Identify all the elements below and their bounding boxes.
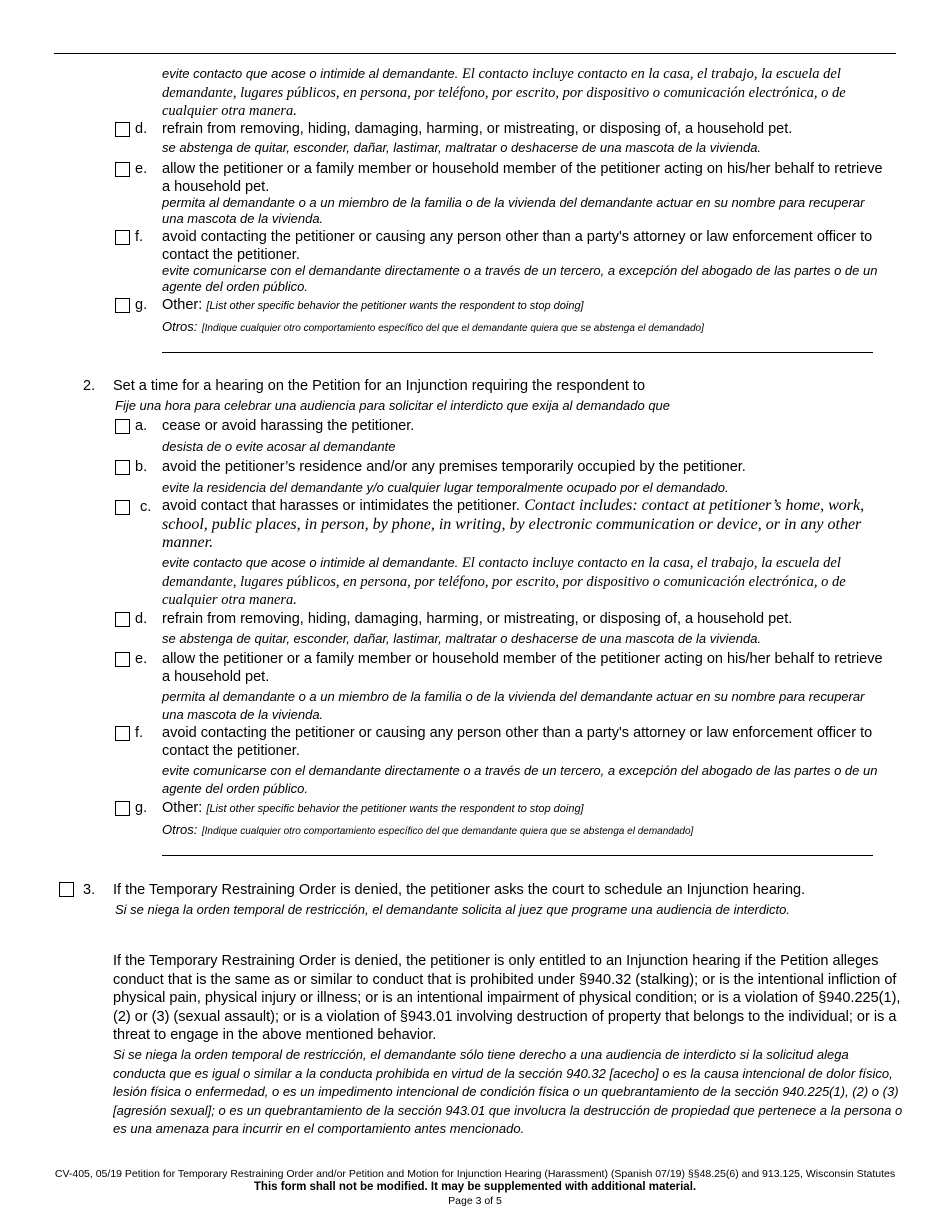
s2-f-es: evite comunicarse con el demandante directamente o a través de un tercero, a excepción del abogado de las partes o de un agente del orden público. — [162, 763, 878, 796]
s2-e-checkbox[interactable] — [115, 652, 130, 667]
s2-c-en-tail: Contact includes: contact at petitioner’s home, work, school, public places, in person, by phone, in writing, by electronic communication or device, or in any other manner. — [162, 497, 865, 551]
s3-en: If the Temporary Restraining Order is denied, the petitioner asks the court to schedule an Injunction hearing. — [113, 882, 806, 898]
s3-note-es: Si se niega la orden temporal de restricción, el demandante sólo tiene derecho a una audiencia de interdicto si la solicitud alega conducta que es igual o similar a la conducta prohibida en virtud de la sección 940.32 [acecho] o es la causa intencional de dolor físico, lesión física o enfermedad, o es un impedimento intencional de condición física o un quebrantamiento de la sección 940.225(1), (2) o (3) [agresión sexual]; o es un quebrantamiento de la sección 943.01 que involucra la destrucción de propiedad que pertenece a la persona o es una amenaza para incurrir en el comportamiento antes mencionado. — [113, 1047, 903, 1136]
s1-d-letter: d. — [135, 121, 148, 137]
top-rule — [54, 53, 896, 54]
s2-d-es: se abstenga de quitar, esconder, dañar, lastimar, maltratar o deshacerse de una mascota de la vivienda. — [162, 631, 762, 646]
s2-es: Fije una hora para celebrar una audiencia para solicitar el interdicto que exija al demandado que — [115, 398, 671, 413]
s1-f-es: evite comunicarse con el demandante directamente o a través de un tercero, a excepción del abogado de las partes o de un agente del orden público. — [162, 263, 878, 294]
s1-g-es-hint: [Indique cualquier otro comportamiento específico del que el demandante quiera que se abstenga el demandado] — [201, 323, 704, 334]
s2-g-es — [162, 821, 902, 839]
s2-c-en-lead: avoid contact that harasses or intimidates the petitioner. — [162, 498, 520, 514]
s1-g-other-line[interactable] — [162, 352, 873, 353]
s2-g-en-hint: [List other specific behavior the petitioner wants the respondent to stop doing] — [206, 803, 584, 815]
footer-notice: This form shall not be modified. It may be supplemented with additional material. — [253, 1181, 697, 1193]
s2-c-es-lead: evite contacto que acose o intimide al demandante. — [162, 555, 459, 570]
s1-g-en-hint: [List other specific behavior the petitioner wants the respondent to stop doing] — [206, 300, 584, 312]
s2-en: Set a time for a hearing on the Petition for an Injunction requiring the respondent to — [113, 378, 646, 394]
s1-c-cont-es-tail: El contacto incluye contacto en la casa, el trabajo, la escuela del demandante, lugares públicos, en persona, por teléfono, por escrito, por dispositivo o comunicación electrónica, o de cualquier otra manera. — [162, 66, 846, 119]
s2-f-en: avoid contacting the petitioner or causing any person other than a party's attorney or law enforcement officer to contact the petitioner. — [162, 725, 873, 759]
s1-d-checkbox[interactable] — [115, 122, 130, 137]
s2-e-es: permita al demandante o a un miembro de la familia o de la vivienda del demandante actuar en su nombre para recuperar una mascota de la vivienda. — [162, 689, 865, 722]
s2-f-letter: f. — [135, 725, 144, 741]
s2-a-letter: a. — [135, 418, 148, 434]
s2-a-checkbox[interactable] — [115, 419, 130, 434]
s2-f-checkbox[interactable] — [115, 726, 130, 741]
s1-e-letter: e. — [135, 161, 148, 177]
s1-d-es: se abstenga de quitar, esconder, dañar, lastimar, maltratar o deshacerse de una mascota de la vivienda. — [162, 140, 762, 155]
s2-a-es: desista de o evite acosar al demandante — [162, 439, 396, 454]
s3-number: 3. — [83, 882, 96, 898]
s2-g-en-label: Other: — [162, 800, 203, 816]
s1-g-letter: g. — [135, 297, 148, 313]
s2-d-letter: d. — [135, 611, 148, 627]
s1-e-en: allow the petitioner or a family member or household member of the petitioner acting on his/her behalf to retrieve a household pet. — [162, 161, 883, 195]
s3-note-en: If the Temporary Restraining Order is denied, the petitioner is only entitled to an Injunction hearing if the Petition alleges conduct that is the same as or similar to conduct that is prohibited under §940.32 (stalking); or is the intentional infliction of physical pain, physical injury or illness; or is an intentional impairment of physical condition; or is a violation of §940.225(1), (2) or (3) (sexual assault); or is a violation of §943.01 involving destruction of property that belongs to the individual; or is a threat to engage in the above mentioned behavior. — [113, 953, 901, 1043]
s2-b-es: evite la residencia del demandante y/o cualquier lugar temporalmente ocupado por el demandado. — [162, 480, 729, 495]
s2-number: 2. — [83, 378, 96, 394]
s2-b-letter: b. — [135, 459, 148, 475]
s1-c-cont-es-lead: evite contacto que acose o intimide al demandante. — [162, 66, 459, 81]
s1-g-en — [162, 296, 902, 315]
s2-b-checkbox[interactable] — [115, 460, 130, 475]
s1-c-cont-es — [162, 65, 897, 121]
s3-es: Si se niega la orden temporal de restricción, el demandante solicita al juez que programe una audiencia de interdicto. — [115, 902, 790, 917]
s1-f-checkbox[interactable] — [115, 230, 130, 245]
footer-page: Page 3 of 5 — [448, 1195, 502, 1207]
s1-e-es: permita al demandante o a un miembro de la familia o de la vivienda del demandante actuar en su nombre para recuperar una mascota de la vivienda. — [162, 195, 865, 226]
s1-f-letter: f. — [135, 229, 144, 245]
s3-checkbox[interactable] — [59, 882, 74, 897]
s2-g-checkbox[interactable] — [115, 801, 130, 816]
s1-f-en: avoid contacting the petitioner or causing any person other than a party's attorney or law enforcement officer to contact the petitioner. — [162, 229, 873, 263]
s1-g-es-label: Otros: — [162, 319, 198, 334]
s1-g-es — [162, 318, 902, 336]
s2-a-en: cease or avoid harassing the petitioner. — [162, 418, 415, 434]
s2-b-en: avoid the petitioner’s residence and/or any premises temporarily occupied by the petitioner. — [162, 459, 746, 475]
s2-d-en: refrain from removing, hiding, damaging, harming, or mistreating, or disposing of, a household pet. — [162, 611, 793, 627]
s2-e-letter: e. — [135, 651, 148, 667]
s2-c-es — [162, 554, 897, 610]
s2-c-es-tail: El contacto incluye contacto en la casa, el trabajo, la escuela del demandante, lugares públicos, en persona, por teléfono, por escrito, por dispositivo o comunicación electrónica, o de cualquier otra manera. — [162, 555, 846, 608]
s2-g-es-label: Otros: — [162, 822, 198, 837]
s2-c-letter: c. — [140, 499, 152, 515]
s2-d-checkbox[interactable] — [115, 612, 130, 627]
s1-g-checkbox[interactable] — [115, 298, 130, 313]
s1-g-en-label: Other: — [162, 297, 203, 313]
s2-c-en — [162, 497, 892, 553]
s1-d-en: refrain from removing, hiding, damaging, harming, or mistreating, or disposing of, a household pet. — [162, 121, 793, 137]
s1-e-checkbox[interactable] — [115, 162, 130, 177]
footer-form-id: CV-405, 05/19 Petition for Temporary Restraining Order and/or Petition and Motion for Injunction Hearing (Harassment) (Spanish 07/19) §§48.25(6) and 913.125, Wisconsin Statutes — [54, 1168, 896, 1180]
s2-g-en — [162, 799, 902, 818]
s2-e-en: allow the petitioner or a family member or household member of the petitioner acting on his/her behalf to retrieve a household pet. — [162, 651, 883, 685]
s2-g-es-hint: [Indique cualquier otro comportamiento específico del que demandante quiera que se abstenga el demandado] — [201, 826, 694, 837]
s2-c-checkbox[interactable] — [115, 500, 130, 515]
s2-g-letter: g. — [135, 800, 148, 816]
s2-g-other-line[interactable] — [162, 855, 873, 856]
